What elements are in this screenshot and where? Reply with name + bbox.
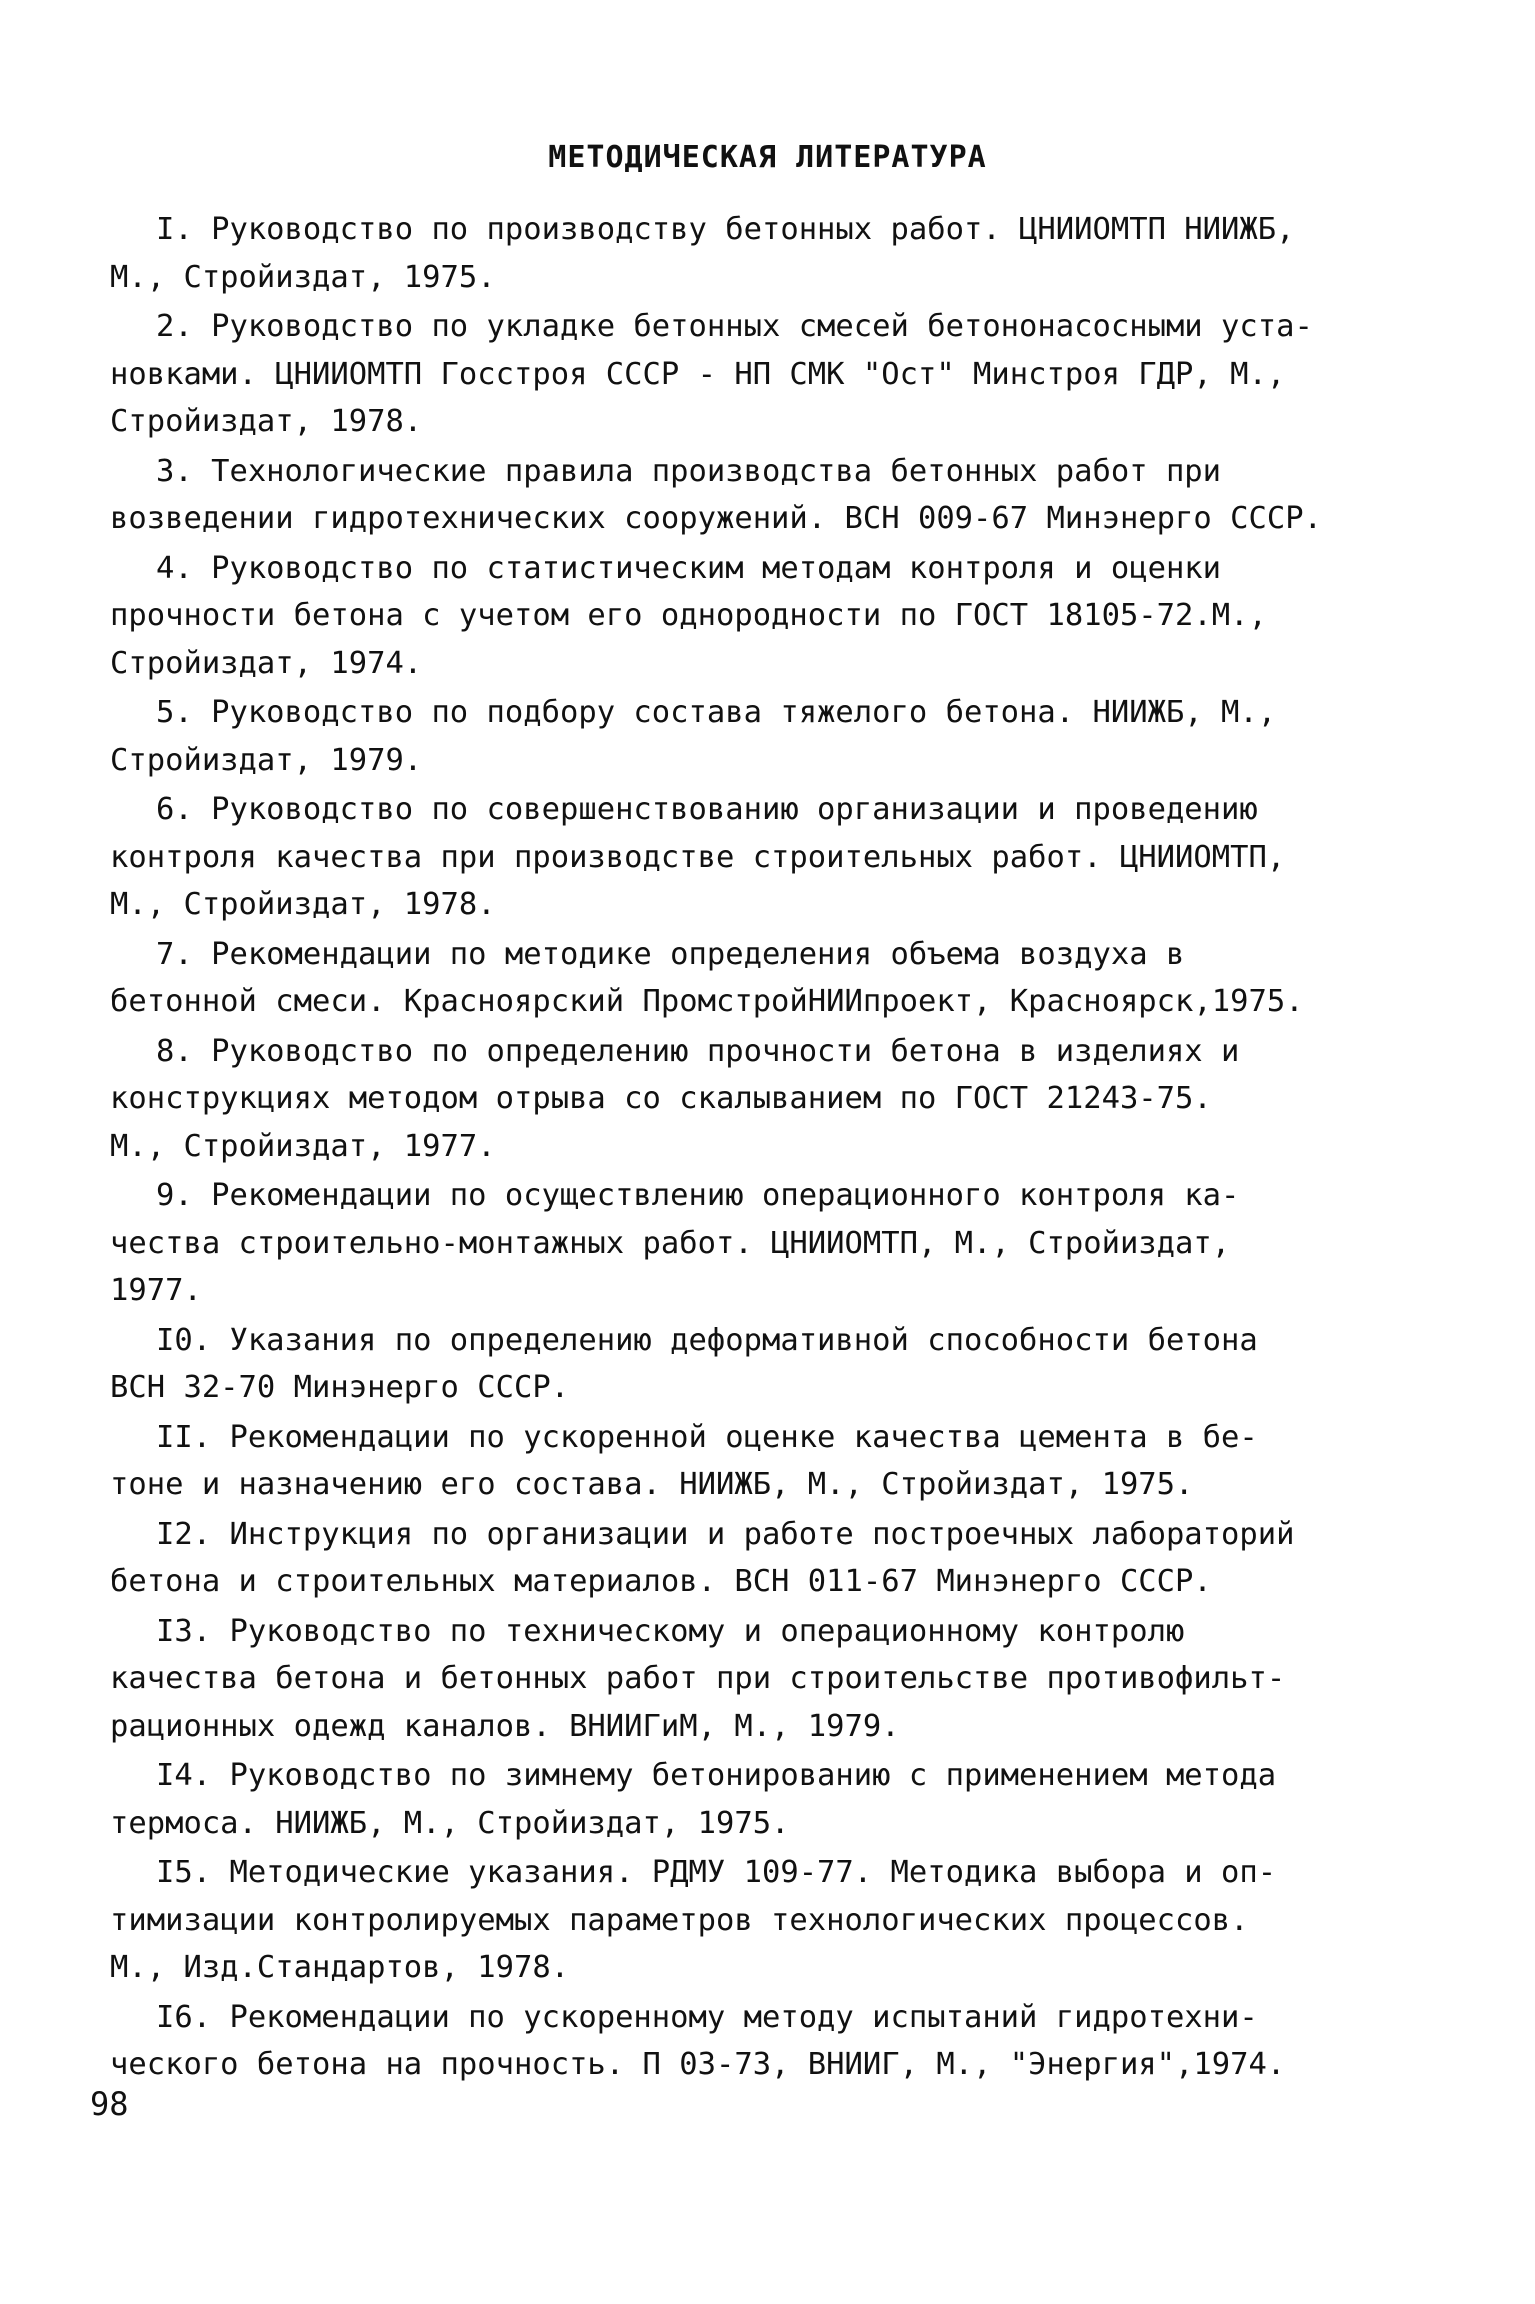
reference-line: 4. Руководство по статистическим методам контроля и оценки bbox=[156, 550, 1222, 586]
reference-line: М., Изд.Стандартов, 1978. bbox=[110, 1950, 570, 1985]
reference-line: М., Стройиздат, 1977. bbox=[110, 1128, 496, 1164]
reference-line: ВСН 32-70 Минэнерго СССР. bbox=[110, 1370, 570, 1405]
reference-line: качества бетона и бетонных работ при строительстве противофильт- bbox=[110, 1661, 1286, 1696]
reference-line: 1977. bbox=[110, 1273, 202, 1308]
reference-entry bbox=[110, 1414, 1430, 1509]
reference-line: Стройиздат, 1978. bbox=[110, 404, 423, 439]
reference-line: 9. Рекомендации по осуществлению операционного контроля ка- bbox=[156, 1178, 1240, 1213]
reference-line: бетона и строительных материалов. ВСН 011-67 Минэнерго СССР. bbox=[110, 1564, 1212, 1599]
reference-line: I2. Инструкция по организации и работе построечных лабораторий bbox=[156, 1516, 1295, 1552]
reference-line: 5. Руководство по подбору состава тяжелого бетона. НИИЖБ, М., bbox=[156, 695, 1277, 730]
reference-entry bbox=[110, 1317, 1430, 1412]
reference-line: I3. Руководство по техническому и операционному контролю bbox=[156, 1613, 1185, 1649]
reference-line: возведении гидротехнических сооружений. ВСН 009-67 Минэнерго СССР. bbox=[110, 501, 1322, 536]
reference-entry bbox=[110, 545, 1430, 688]
reference-list bbox=[110, 206, 1430, 2091]
reference-entry bbox=[110, 1849, 1430, 1992]
reference-line: 2. Руководство по укладке бетонных смесей бетононасосными уста- bbox=[156, 309, 1313, 344]
reference-entry bbox=[110, 1608, 1430, 1751]
page-number: 98 bbox=[90, 2085, 129, 2123]
reference-line: контроля качества при производстве строительных работ. ЦНИИОМТП, bbox=[110, 839, 1286, 875]
reference-line: чества строительно-монтажных работ. ЦНИИОМТП, М., Стройиздат, bbox=[110, 1225, 1231, 1261]
reference-entry bbox=[110, 206, 1430, 301]
reference-entry bbox=[110, 1511, 1430, 1606]
reference-line: М., Стройиздат, 1978. bbox=[110, 887, 496, 922]
reference-entry bbox=[110, 1752, 1430, 1847]
reference-entry bbox=[110, 786, 1430, 929]
reference-entry bbox=[110, 1028, 1430, 1171]
page-title: МЕТОДИЧЕСКАЯ ЛИТЕРАТУРА bbox=[548, 140, 987, 175]
reference-line: 3. Технологические правила производства бетонных работ при bbox=[156, 453, 1222, 489]
reference-line: тоне и назначению его состава. НИИЖБ, М., Стройиздат, 1975. bbox=[110, 1467, 1194, 1502]
reference-line: конструкциях методом отрыва со скалыванием по ГОСТ 21243-75. bbox=[110, 1081, 1212, 1116]
reference-line: II. Рекомендации по ускоренной оценке качества цемента в бе- bbox=[156, 1419, 1258, 1455]
reference-entry bbox=[110, 1994, 1430, 2089]
reference-line: I. Руководство по производству бетонных работ. ЦНИИОМТП НИИЖБ, bbox=[156, 212, 1295, 247]
reference-entry bbox=[110, 448, 1430, 543]
reference-line: тимизации контролируемых параметров технологических процессов. bbox=[110, 1902, 1249, 1938]
reference-entry bbox=[110, 931, 1430, 1026]
reference-line: рационных одежд каналов. ВНИИГиМ, М., 1979. bbox=[110, 1708, 900, 1744]
reference-line: 8. Руководство по определению прочности бетона в изделиях и bbox=[156, 1033, 1240, 1069]
reference-entry bbox=[110, 689, 1430, 784]
reference-line: 7. Рекомендации по методике определения объема воздуха в bbox=[156, 936, 1185, 972]
reference-line: I4. Руководство по зимнему бетонированию с применением метода bbox=[156, 1758, 1277, 1793]
reference-line: новками. ЦНИИОМТП Госстроя СССР - НП СМК "Ост" Минстроя ГДР, М., bbox=[110, 356, 1286, 392]
reference-line: термоса. НИИЖБ, М., Стройиздат, 1975. bbox=[110, 1805, 790, 1841]
reference-line: М., Стройиздат, 1975. bbox=[110, 259, 496, 295]
reference-entry bbox=[110, 303, 1430, 446]
reference-line: ческого бетона на прочность. П 03-73, ВНИИГ, М., "Энергия",1974. bbox=[110, 2047, 1286, 2082]
reference-line: 6. Руководство по совершенствованию организации и проведению bbox=[156, 792, 1258, 827]
reference-line: Стройиздат, 1979. bbox=[110, 742, 423, 778]
reference-entry bbox=[110, 1172, 1430, 1315]
reference-line: бетонной смеси. Красноярский ПромстройНИИпроект, Красноярск,1975. bbox=[110, 984, 1304, 1019]
reference-line: I6. Рекомендации по ускоренному методу испытаний гидротехни- bbox=[156, 1999, 1258, 2035]
reference-line: I0. Указания по определению деформативной способности бетона bbox=[156, 1322, 1258, 1358]
reference-line: Стройиздат, 1974. bbox=[110, 645, 423, 681]
reference-line: прочности бетона с учетом его однородности по ГОСТ 18105-72.М., bbox=[110, 598, 1267, 633]
reference-line: I5. Методические указания. РДМУ 109-77. Методика выбора и оп- bbox=[156, 1855, 1277, 1890]
